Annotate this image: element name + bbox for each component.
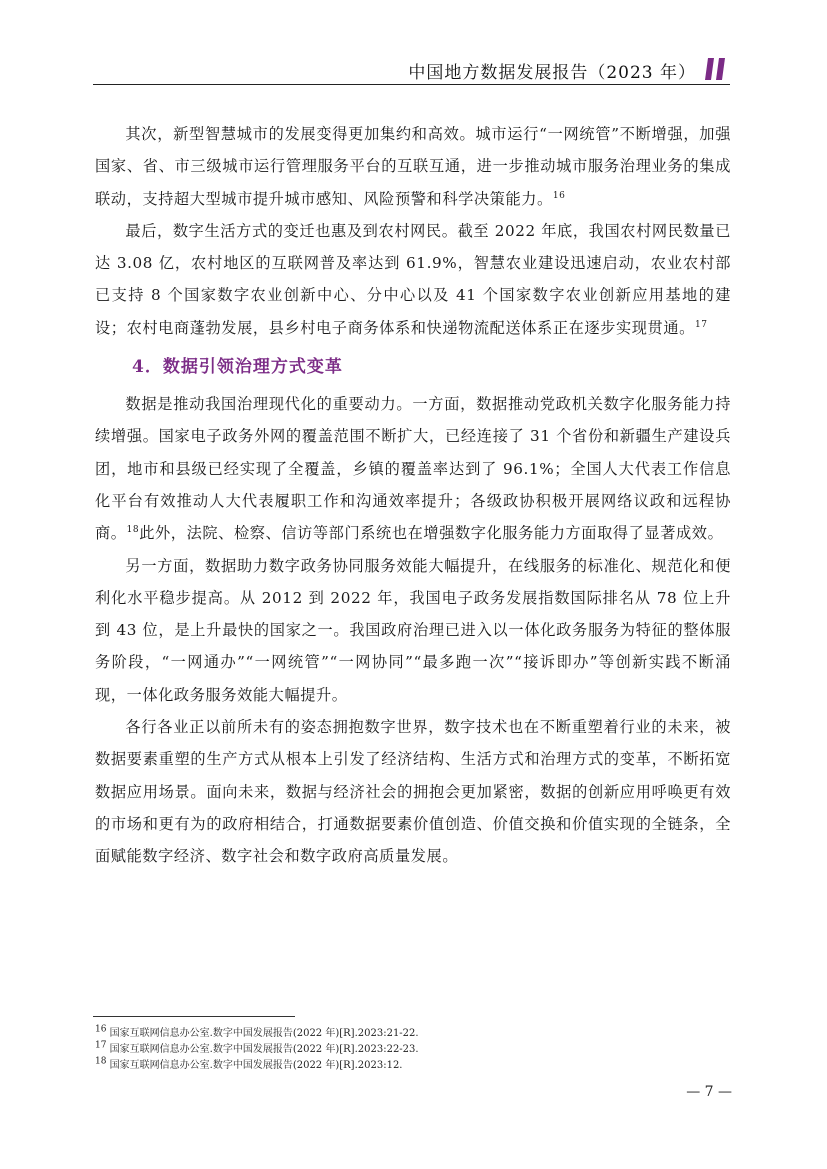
footnote-ref-16[interactable]: 16 — [552, 190, 566, 201]
paragraph-governance-driver: 数据是推动我国治理现代化的重要动力。一方面，数据推动党政机关数字化服务能力持续增强。国家电子政务外网的覆盖范围不断扩大，已经连接了 31 个省份和新疆生产建设兵团，地市和县级已经实现了全覆盖，乡镇的覆盖率达到了 96.1%；全国人大代表工作信息化平台有效推动人大代表履职工作和沟通效率提升；各级政协积极开展网络议政和远程协商。$^{18}$此外，法院、检察、信访等部门系统也在增强数字化服务能力方面取得了显著成效。 — [95, 395, 731, 543]
footnote-item: $^{18}$ 国家互联网信息办公室.数字中国发展报告(2022 年)[R].2023:12. — [95, 1056, 403, 1071]
paragraph-smart-city: 其次，新型智慧城市的发展变得更加集约和高效。城市运行“一网统管”不断增强，加强国家、省、市三级城市运行管理服务平台的互联互通，进一步推动城市服务治理业务的集成联动，支持超大型城市提升城市感知、风险预警和科学决策能力。$^{16}$ — [95, 125, 731, 208]
header-rule — [93, 84, 730, 85]
footnote-ref-17[interactable]: 17 — [694, 319, 708, 330]
paragraph-egov-services: 另一方面，数据助力数字政务协同服务效能大幅提升，在线服务的标准化、规范化和便利化水平稳步提高。从 2012 到 2022 年，我国电子政务发展指数国际排名从 78 位上升到 43 位，是上升最快的国家之一。我国政府治理已进入以一体化政务服务为特征的整体服务阶段，“一网通办”“一网统管”“一网协同”“最多跑一次”“接诉即办”等创新实践不断涌现，一体化政务服务效能大幅提升。 — [95, 556, 731, 704]
header-accent-bars-icon — [704, 56, 730, 82]
paragraph-future-outlook: 各行各业正以前所未有的姿态拥抱数字世界，数字技术也在不断重塑着行业的未来，被数据要素重塑的生产方式从根本上引发了经济结构、生活方式和治理方式的变革，不断拓宽数据应用场景。面向未来，数据与经济社会的拥抱会更加紧密，数据的创新应用呼唤更有效的市场和更有为的政府相结合，打通数据要素价值创造、价值交换和价值实现的全链条，全面赋能数字经济、数字社会和数字政府高质量发展。 — [95, 718, 731, 866]
body-content — [95, 118, 731, 873]
footnote-rule — [93, 1016, 295, 1017]
footnotes — [95, 1026, 695, 1074]
paragraph-rural-netizens: 最后，数字生活方式的变迁也惠及到农村网民。截至 2022 年底，我国农村网民数量已达 3.08 亿，农村地区的互联网普及率达到 61.9%，智慧农业建设迅速启动，农业农村部已支持 8 个国家数字农业创新中心、分中心以及 41 个国家数字农业创新应用基地的建设；农村电商蓬勃发展，县乡村电子商务体系和快递物流配送体系正在逐步实现贯通。$^{17}$ — [95, 221, 731, 337]
footnote-item: $^{17}$ 国家互联网信息办公室.数字中国发展报告(2022 年)[R].2023:22-23. — [95, 1040, 419, 1055]
page-header — [93, 56, 730, 84]
page-number: — 7 — — [686, 1084, 732, 1100]
header-title: 中国地方数据发展报告（2023 年） — [408, 63, 696, 83]
section-heading: 4．数据引领治理方式变革 — [132, 357, 343, 378]
footnote-item: $^{16}$ 国家互联网信息办公室.数字中国发展报告(2022 年)[R].2023:21-22. — [95, 1024, 419, 1039]
footnote-ref-18[interactable]: 18 — [126, 525, 140, 536]
